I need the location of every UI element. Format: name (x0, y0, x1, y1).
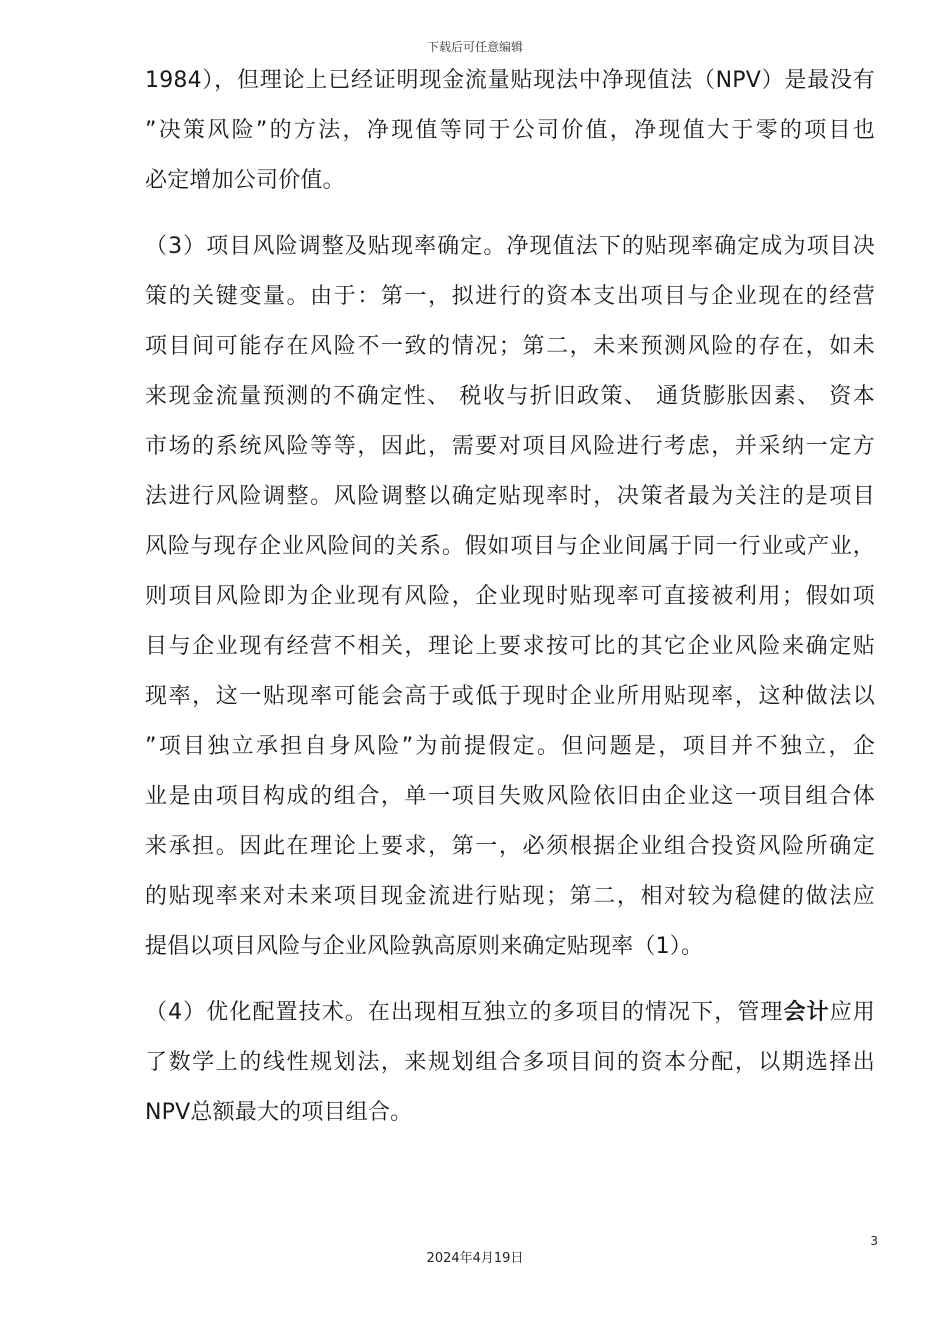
bold-term: 会计 (783, 1000, 830, 1025)
text-line: 策的关键变量。由于：第一，拟进行的资本支出项目与企业现在的经营 (145, 284, 875, 309)
footer-date: 2024年4月19日 (426, 1251, 524, 1266)
text-line: 必定增加公司价值。 (145, 168, 345, 193)
text-line: 则项目风险即为企业现有风险，企业现时贴现率可直接被利用；假如项 (145, 584, 875, 609)
text-line: NPV总额最大的项目组合。 (145, 1100, 413, 1125)
text-line: 市场的系统风险等等，因此，需要对项目风险进行考虑，并采纳一定方 (145, 434, 875, 459)
page-number: 3 (870, 1234, 878, 1248)
text-line: ”项目独立承担自身风险”为前提假定。但问题是，项目并不独立，企 (145, 734, 875, 759)
text-line: 法进行风险调整。风险调整以确定贴现率时，决策者最为关注的是项目 (145, 484, 875, 509)
text-line: 来现金流量预测的不确定性、 税收与折旧政策、 通货膨胀因素、 资本 (145, 384, 875, 409)
text-line: ”决策风险”的方法，净现值等同于公司价值，净现值大于零的项目也 (145, 118, 875, 143)
paragraph-2 (145, 222, 875, 972)
text-line: 提倡以项目风险与企业风险孰高原则来确定贴现率（1）。 (145, 934, 704, 959)
text-line: 1984），但理论上已经证明现金流量贴现法中净现值法（NPV）是最没有 (145, 68, 875, 93)
text-line: 了数学上的线性规划法，来规划组合多项目间的资本分配，以期选择出 (145, 1050, 875, 1075)
text-line: （3）项目风险调整及贴现率确定。净现值法下的贴现率确定成为项目决 (145, 234, 875, 259)
text-line (145, 988, 875, 1038)
text-segment: （4）优化配置技术。在出现相互独立的多项目的情况下，管理 (145, 1000, 784, 1025)
paragraph-3 (145, 988, 875, 1138)
text-line: 风险与现存企业风险间的关系。假如项目与企业间属于同一行业或产业， (145, 534, 875, 559)
text-line: 的贴现率来对未来项目现金流进行贴现；第二，相对较为稳健的做法应 (145, 884, 875, 909)
text-line: 来承担。因此在理论上要求，第一，必须根据企业组合投资风险所确定 (145, 834, 875, 859)
text-line: 现率，这一贴现率可能会高于或低于现时企业所用贴现率，这种做法以 (145, 684, 875, 709)
paragraph-1 (145, 56, 875, 206)
text-segment: 应用 (829, 1000, 875, 1025)
text-line: 目与企业现有经营不相关，理论上要求按可比的其它企业风险来确定贴 (145, 634, 875, 659)
document-body (145, 56, 875, 1138)
text-line: 项目间可能存在风险不一致的情况；第二，未来预测风险的存在，如未 (145, 334, 875, 359)
text-line: 业是由项目构成的组合，单一项目失败风险依旧由企业这一项目组合体 (145, 784, 875, 809)
header-note: 下载后可任意编辑 (426, 40, 523, 54)
